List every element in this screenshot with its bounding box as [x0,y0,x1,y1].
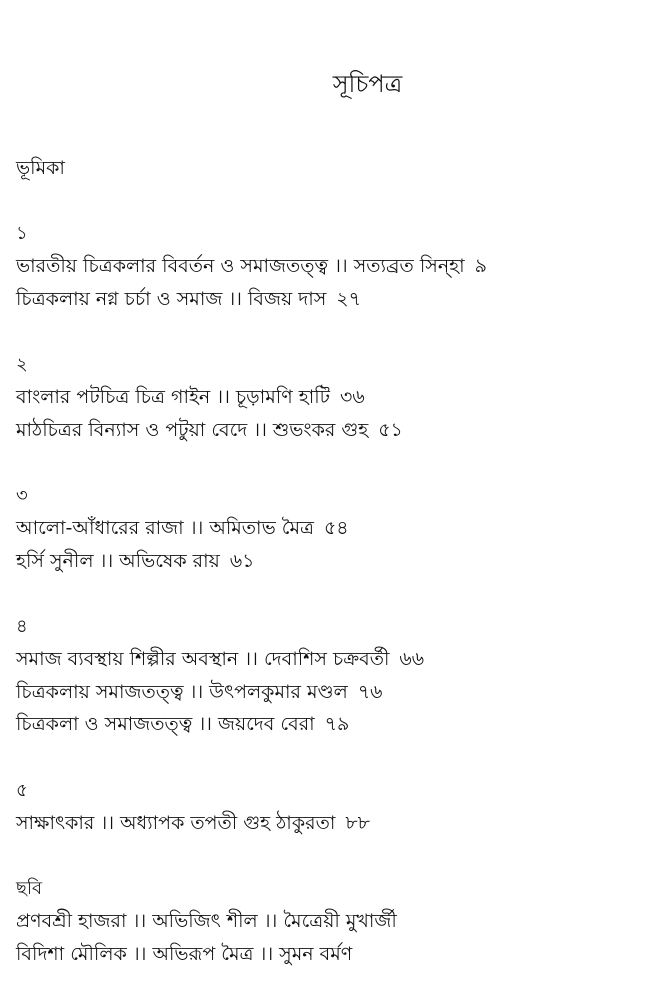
section-heading: ৫ [16,779,28,801]
entry-page-number: ২৭ [336,287,362,310]
entry-separator: ।। [93,549,120,572]
entry-artist: মৈত্রেয়ী মুখার্জী [283,910,397,932]
toc-section [16,611,656,741]
entry-author: শুভংকর গুহ [272,418,369,441]
entry-separator: ।। [126,910,153,932]
entry-page-number: ৩৬ [340,386,365,408]
entry-title: সাক্ষাৎকার [16,811,95,834]
toc-section [16,349,656,446]
entry-separator: ।। [222,287,248,310]
toc-section [16,873,656,970]
section-heading: ২ [16,354,28,375]
preface-entry: ভূমিকা [16,157,65,179]
entry-separator: ।। [253,942,280,965]
section-heading: ছবি [16,878,43,899]
entry-author: বিজয় দাস [248,287,327,310]
entry-author: চূড়ামণি হাটি [235,386,331,408]
entry-author: দেবাশিস চক্রবর্তী [263,648,390,670]
entry-page-number: ৫৪ [323,517,349,539]
entry-title: ভারতীয় চিত্রকলার বিবর্তন ও সমাজতত্ত্ব [16,255,329,277]
entry-page-number: ৭৯ [324,713,350,735]
entry-title: মাঠচিত্রর বিন্যাস ও পটুয়া বেদে [16,418,248,441]
entry-title: সমাজ ব্যবস্থায় শিল্পীর অবস্থান [16,648,239,670]
entry-page-number: ৭৬ [357,680,383,703]
page-title: সূচিপত্র [332,70,403,98]
entry-separator: ।। [328,255,354,277]
entry-separator: ।। [183,517,210,539]
entry-separator: ।। [247,418,273,441]
entry-author: অমিতাভ মৈত্র [209,517,314,539]
entry-title: বিদিশা মৌলিক [16,942,127,965]
entry-title: প্রণবশ্রী হাজরা [16,910,127,932]
toc-entry [16,545,656,578]
entry-page-number: ৫১ [378,418,403,441]
section-heading: ৩ [16,485,28,506]
entry-author: সত্যব্রত সিন্‌হা [353,255,465,277]
table-of-contents [16,152,656,970]
toc-entry [16,708,656,741]
toc-entry [16,283,656,316]
entry-separator: ।। [126,942,153,965]
entry-author: অভিজিৎ শীল [152,910,258,932]
toc-entry [16,414,656,447]
toc-entry [16,381,656,414]
entry-author: অভিরূপ মৈত্র [152,942,254,965]
entry-page-number: ৮৮ [345,811,371,834]
entry-separator: ।। [183,680,210,703]
entry-title: বাংলার পটচিত্র চিত্র গাইন [16,386,211,408]
toc-entry [16,512,656,545]
entry-title: আলো-আঁধারের রাজা [16,517,184,539]
toc-entry [16,676,656,709]
entry-author: অধ্যাপক তপতী গুহ ঠাকুরতা [120,811,336,834]
entry-page-number: ৬৬ [399,648,425,670]
toc-sections [16,218,656,970]
entry-author: উৎপলকুমার মণ্ডল [209,680,348,703]
entry-separator: ।। [210,386,236,408]
entry-page-number: ৬১ [229,549,255,572]
toc-entry [16,938,656,971]
entry-separator: ।। [238,648,264,670]
entry-author: অভিষেক রায় [119,549,220,572]
entry-title: চিত্রকলায় নগ্ন চর্চা ও সমাজ [16,287,223,310]
entry-artist: সুমন বর্মণ [279,942,353,965]
toc-entry [16,250,656,283]
toc-section [16,480,656,577]
toc-section [16,218,656,315]
section-heading: ৪ [16,616,28,637]
entry-title: চিত্রকলায় সমাজতত্ত্ব [16,680,184,703]
toc-entry [16,807,656,840]
entry-separator: ।। [257,910,284,932]
section-heading: ১ [16,223,28,244]
entry-separator: ।। [192,713,218,735]
toc-entry [16,905,656,938]
entry-separator: ।। [94,811,121,834]
toc-section [16,775,656,840]
entry-page-number: ৯ [474,255,487,277]
entry-title: হর্সি সুনীল [16,549,94,572]
toc-entry [16,643,656,676]
entry-author: জয়দেব বেরা [217,713,315,735]
entry-title: চিত্রকলা ও সমাজতত্ত্ব [16,713,193,735]
